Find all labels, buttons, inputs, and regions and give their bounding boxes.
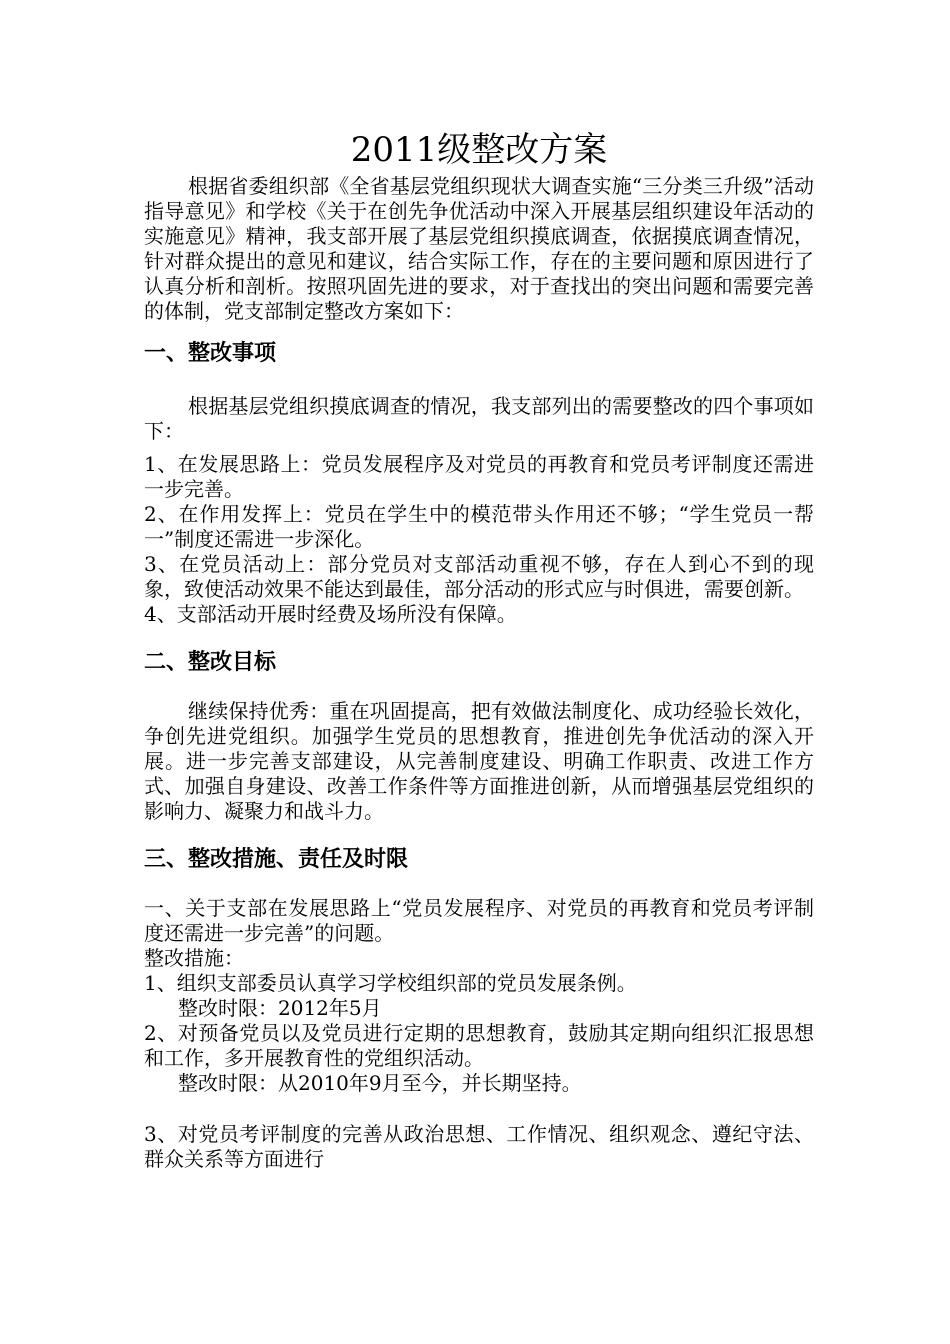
measure-deadline: 整改时限：2012年5月 — [178, 996, 382, 1020]
section-heading-3: 三、整改措施、责任及时限 — [144, 846, 409, 872]
section-heading-1: 一、整改事项 — [144, 340, 277, 366]
section2-body: 继续保持优秀：重在巩固提高，把有效做法制度化、成功经验长效化，争创先进党组织。加强学生党员的思想教育，推进创先争优活动的深入开展。进一步完善支部建设，从完善制度建设、明确工作职责、改进工作方式、加强自身建设、改善工作条件等方面推进创新，从而增强基层党组织的影响力、凝聚力和战斗力。 — [144, 699, 814, 823]
measure-deadline: 整改时限：从2010年9月至今，并长期坚持。 — [178, 1071, 582, 1095]
section-heading-2: 二、整改目标 — [144, 649, 277, 675]
issue-paragraph: 一、关于支部在发展思路上“党员发展程序、对党员的再教育和党员考评制度还需进一步完善”的问题。 — [144, 896, 814, 945]
document-page — [144, 128, 814, 1172]
measure-item: 3、对党员考评制度的完善从政治思想、工作情况、组织观念、遵纪守法、群众关系等方面进行 — [144, 1122, 814, 1171]
list-item: 4、支部活动开展时经费及场所没有保障。 — [144, 602, 517, 626]
intro-paragraph: 根据省委组织部《全省基层党组织现状大调查实施“三分类三升级”活动指导意见》和学校《关于在创先争优活动中深入开展基层组织建设年活动的实施意见》精神，我支部开展了基层党组织摸底调查，依据摸底调查情况，针对群众提出的意见和建议，结合实际工作，存在的主要问题和原因进行了认真分析和剖析。按照巩固先进的要求，对于查找出的突出问题和需要完善的体制，党支部制定整改方案如下： — [144, 174, 814, 323]
measure-item: 2、对预备党员以及党员进行定期的思想教育，鼓励其定期向组织汇报思想和工作，多开展教育性的党组织活动。 — [144, 1021, 814, 1070]
section1-lead: 根据基层党组织摸底调查的情况，我支部列出的需要整改的四个事项如下： — [144, 394, 814, 443]
measure-item: 1、组织支部委员认真学习学校组织部的党员发展条例。 — [144, 971, 637, 995]
list-item: 2、在作用发挥上：党员在学生中的模范带头作用还不够；“学生党员一帮一”制度还需进一步深化。 — [144, 502, 814, 551]
measures-label: 整改措施： — [144, 946, 244, 970]
document-title: 2011级整改方案 — [350, 130, 608, 170]
list-item: 3、在党员活动上：部分党员对支部活动重视不够，存在人到心不到的现象，致使活动效果不能达到最佳，部分活动的形式应与时俱进，需要创新。 — [144, 552, 814, 601]
list-item: 1、在发展思路上：党员发展程序及对党员的再教育和党员考评制度还需进一步完善。 — [144, 452, 814, 501]
